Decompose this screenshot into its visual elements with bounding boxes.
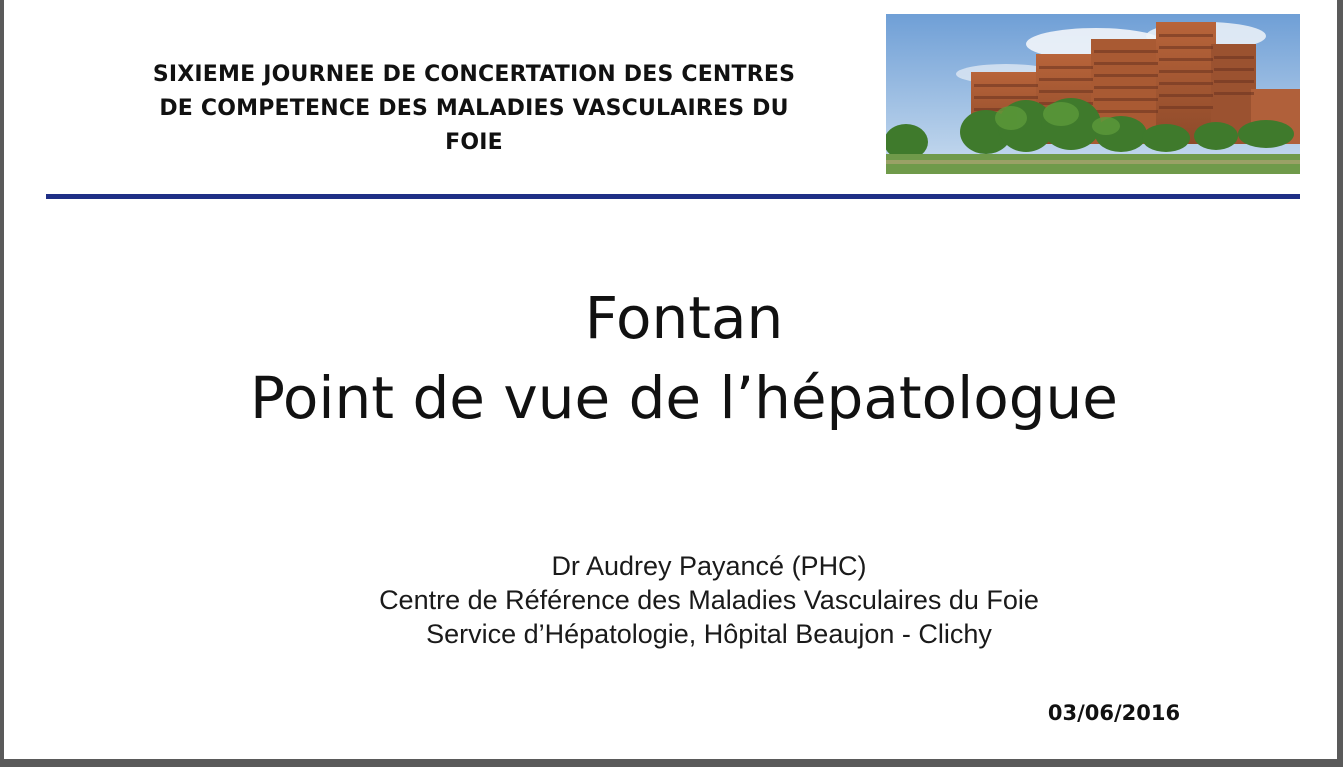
event-title-line-1: SIXIEME JOURNEE DE CONCERTATION DES CENTRES xyxy=(152,62,796,87)
author-affiliation-centre: Centre de Référence des Maladies Vasculaires du Foie xyxy=(379,585,1039,615)
presentation-date: 03/06/2016 xyxy=(1047,701,1181,725)
event-title-line-2: DE COMPETENCE DES MALADIES VASCULAIRES DU xyxy=(159,96,789,121)
header-divider xyxy=(46,194,1300,199)
slide-title-line-2: Point de vue de l’hépatologue xyxy=(250,364,1118,432)
slide-title-line-1: Fontan xyxy=(584,284,784,352)
slide-title xyxy=(4,278,1343,438)
author-block xyxy=(4,549,1343,651)
event-title-line-3: FOIE xyxy=(445,130,503,155)
author-affiliation-service: Service d’Hépatologie, Hôpital Beaujon - Clichy xyxy=(426,619,992,649)
author-name: Dr Audrey Payancé (PHC) xyxy=(551,551,867,581)
slide xyxy=(4,0,1337,759)
hospital-building-photo xyxy=(886,14,1300,174)
event-title xyxy=(64,58,884,160)
